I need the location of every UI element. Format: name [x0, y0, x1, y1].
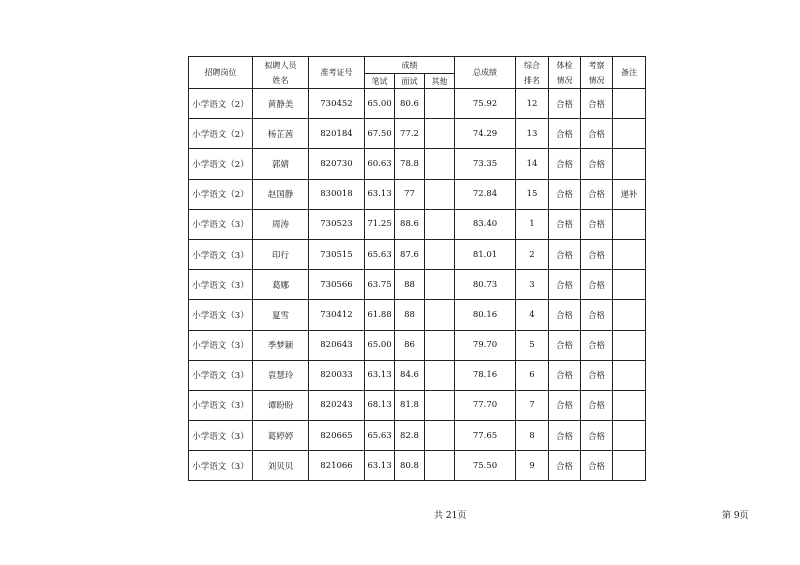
cell-name: 刘贝贝 — [253, 451, 309, 481]
header-score: 成绩 — [365, 57, 455, 74]
cell-review: 合格 — [581, 360, 613, 390]
cell-total: 73.35 — [455, 149, 516, 179]
cell-rank: 12 — [516, 89, 549, 119]
header-health-line2: 情况 — [556, 75, 573, 85]
cell-total: 74.29 — [455, 119, 516, 149]
cell-interview: 87.6 — [395, 239, 425, 269]
cell-health: 合格 — [549, 300, 581, 330]
cell-interview: 77.2 — [395, 119, 425, 149]
cell-ticket: 730412 — [309, 300, 365, 330]
table-row — [189, 421, 646, 451]
cell-rank: 14 — [516, 149, 549, 179]
cell-ticket: 820665 — [309, 421, 365, 451]
table-row — [189, 239, 646, 269]
header-written: 笔试 — [365, 74, 395, 89]
cell-ticket: 730566 — [309, 270, 365, 300]
cell-remark — [613, 239, 646, 269]
cell-interview: 81.8 — [395, 390, 425, 420]
cell-position: 小学语文（3） — [189, 421, 253, 451]
cell-review: 合格 — [581, 390, 613, 420]
cell-rank: 6 — [516, 360, 549, 390]
cell-ticket: 820643 — [309, 330, 365, 360]
table-header — [189, 57, 646, 89]
cell-written: 68.13 — [365, 390, 395, 420]
cell-remark — [613, 421, 646, 451]
cell-health: 合格 — [549, 179, 581, 209]
cell-health: 合格 — [549, 270, 581, 300]
cell-total: 75.92 — [455, 89, 516, 119]
cell-other — [425, 179, 455, 209]
cell-rank: 7 — [516, 390, 549, 420]
cell-written: 65.63 — [365, 421, 395, 451]
cell-name: 袁慧玲 — [253, 360, 309, 390]
cell-written: 67.50 — [365, 119, 395, 149]
cell-written: 63.75 — [365, 270, 395, 300]
cell-position: 小学语文（3） — [189, 360, 253, 390]
cell-interview: 80.6 — [395, 89, 425, 119]
cell-written: 61.88 — [365, 300, 395, 330]
cell-health: 合格 — [549, 209, 581, 239]
table-row — [189, 209, 646, 239]
cell-ticket: 820184 — [309, 119, 365, 149]
table-body — [189, 89, 646, 481]
cell-ticket: 820730 — [309, 149, 365, 179]
cell-remark — [613, 89, 646, 119]
cell-health: 合格 — [549, 421, 581, 451]
cell-interview: 82.8 — [395, 421, 425, 451]
cell-ticket: 820243 — [309, 390, 365, 420]
cell-name: 赵国静 — [253, 179, 309, 209]
cell-interview: 77 — [395, 179, 425, 209]
table-row — [189, 451, 646, 481]
cell-remark: 递补 — [613, 179, 646, 209]
cell-other — [425, 451, 455, 481]
header-review-line1: 考察 — [588, 60, 605, 70]
cell-position: 小学语文（2） — [189, 89, 253, 119]
header-rank-line2: 排名 — [524, 75, 540, 85]
header-health — [549, 57, 581, 89]
cell-health: 合格 — [549, 360, 581, 390]
cell-rank: 13 — [516, 119, 549, 149]
cell-rank: 9 — [516, 451, 549, 481]
cell-ticket: 830018 — [309, 179, 365, 209]
cell-name: 夏雪 — [253, 300, 309, 330]
cell-remark — [613, 390, 646, 420]
header-total: 总成绩 — [455, 57, 516, 89]
cell-written: 65.63 — [365, 239, 395, 269]
cell-other — [425, 300, 455, 330]
cell-review: 合格 — [581, 451, 613, 481]
table-row — [189, 360, 646, 390]
cell-total: 72.84 — [455, 179, 516, 209]
cell-remark — [613, 270, 646, 300]
cell-total: 77.65 — [455, 421, 516, 451]
cell-remark — [613, 330, 646, 360]
header-remark: 备注 — [613, 57, 646, 89]
footer-current-page: 第 9页 — [722, 511, 749, 521]
cell-review: 合格 — [581, 89, 613, 119]
table-row — [189, 300, 646, 330]
header-rank-line1: 综合 — [524, 60, 540, 70]
header-review — [581, 57, 613, 89]
cell-rank: 15 — [516, 179, 549, 209]
cell-written: 65.00 — [365, 89, 395, 119]
cell-name: 黄静美 — [253, 89, 309, 119]
table-row — [189, 270, 646, 300]
cell-other — [425, 360, 455, 390]
cell-other — [425, 149, 455, 179]
cell-health: 合格 — [549, 451, 581, 481]
cell-total: 81.01 — [455, 239, 516, 269]
cell-interview: 88.6 — [395, 209, 425, 239]
cell-name: 葛娜 — [253, 270, 309, 300]
header-rank — [516, 57, 549, 89]
results-table — [188, 56, 646, 481]
cell-total: 77.70 — [455, 390, 516, 420]
cell-other — [425, 239, 455, 269]
cell-rank: 8 — [516, 421, 549, 451]
cell-remark — [613, 209, 646, 239]
cell-ticket: 730452 — [309, 89, 365, 119]
cell-total: 83.40 — [455, 209, 516, 239]
cell-ticket: 730523 — [309, 209, 365, 239]
cell-position: 小学语文（3） — [189, 451, 253, 481]
cell-written: 71.25 — [365, 209, 395, 239]
cell-total: 75.50 — [455, 451, 516, 481]
header-health-line1: 体检 — [556, 60, 573, 70]
cell-rank: 4 — [516, 300, 549, 330]
cell-rank: 1 — [516, 209, 549, 239]
cell-interview: 80.8 — [395, 451, 425, 481]
cell-remark — [613, 451, 646, 481]
cell-position: 小学语文（3） — [189, 209, 253, 239]
cell-position: 小学语文（3） — [189, 390, 253, 420]
cell-remark — [613, 300, 646, 330]
cell-other — [425, 270, 455, 300]
cell-health: 合格 — [549, 119, 581, 149]
cell-name: 季梦颖 — [253, 330, 309, 360]
cell-name: 郭婧 — [253, 149, 309, 179]
cell-total: 78.16 — [455, 360, 516, 390]
cell-name: 杨芷茜 — [253, 119, 309, 149]
cell-ticket: 821066 — [309, 451, 365, 481]
cell-name: 印行 — [253, 239, 309, 269]
cell-interview: 86 — [395, 330, 425, 360]
cell-health: 合格 — [549, 239, 581, 269]
header-name-line1: 拟聘人员 — [264, 60, 297, 70]
table-row — [189, 179, 646, 209]
cell-position: 小学语文（2） — [189, 179, 253, 209]
cell-position: 小学语文（3） — [189, 300, 253, 330]
cell-written: 60.63 — [365, 149, 395, 179]
cell-interview: 88 — [395, 300, 425, 330]
table-row — [189, 330, 646, 360]
header-other: 其他 — [425, 74, 455, 89]
cell-ticket: 820033 — [309, 360, 365, 390]
cell-review: 合格 — [581, 239, 613, 269]
table-row — [189, 390, 646, 420]
cell-written: 65.00 — [365, 330, 395, 360]
cell-position: 小学语文（2） — [189, 119, 253, 149]
header-position: 招聘岗位 — [189, 57, 253, 89]
cell-interview: 84.6 — [395, 360, 425, 390]
cell-review: 合格 — [581, 209, 613, 239]
cell-review: 合格 — [581, 270, 613, 300]
cell-review: 合格 — [581, 300, 613, 330]
cell-position: 小学语文（3） — [189, 270, 253, 300]
cell-rank: 5 — [516, 330, 549, 360]
cell-written: 63.13 — [365, 179, 395, 209]
cell-name: 谭盼盼 — [253, 390, 309, 420]
cell-name: 周涛 — [253, 209, 309, 239]
cell-review: 合格 — [581, 330, 613, 360]
cell-rank: 3 — [516, 270, 549, 300]
cell-other — [425, 330, 455, 360]
cell-interview: 78.8 — [395, 149, 425, 179]
cell-other — [425, 390, 455, 420]
cell-other — [425, 209, 455, 239]
table-row — [189, 89, 646, 119]
cell-rank: 2 — [516, 239, 549, 269]
cell-health: 合格 — [549, 390, 581, 420]
cell-review: 合格 — [581, 421, 613, 451]
cell-ticket: 730515 — [309, 239, 365, 269]
cell-remark — [613, 360, 646, 390]
cell-other — [425, 421, 455, 451]
table-row — [189, 149, 646, 179]
footer-total-pages: 共 21页 — [434, 511, 467, 521]
cell-health: 合格 — [549, 330, 581, 360]
table-row — [189, 119, 646, 149]
cell-review: 合格 — [581, 179, 613, 209]
cell-interview: 88 — [395, 270, 425, 300]
cell-total: 79.70 — [455, 330, 516, 360]
cell-name: 葛婷婷 — [253, 421, 309, 451]
header-ticket: 准考证号 — [309, 57, 365, 89]
header-review-line2: 情况 — [588, 75, 605, 85]
cell-position: 小学语文（3） — [189, 239, 253, 269]
cell-health: 合格 — [549, 89, 581, 119]
cell-total: 80.16 — [455, 300, 516, 330]
header-name-line2: 姓名 — [272, 75, 289, 85]
cell-written: 63.13 — [365, 451, 395, 481]
cell-review: 合格 — [581, 119, 613, 149]
cell-total: 80.73 — [455, 270, 516, 300]
cell-remark — [613, 119, 646, 149]
cell-position: 小学语文（3） — [189, 330, 253, 360]
header-interview: 面试 — [395, 74, 425, 89]
cell-written: 63.13 — [365, 360, 395, 390]
cell-position: 小学语文（2） — [189, 149, 253, 179]
cell-review: 合格 — [581, 149, 613, 179]
header-name — [253, 57, 309, 89]
cell-remark — [613, 149, 646, 179]
cell-other — [425, 119, 455, 149]
cell-health: 合格 — [549, 149, 581, 179]
cell-other — [425, 89, 455, 119]
